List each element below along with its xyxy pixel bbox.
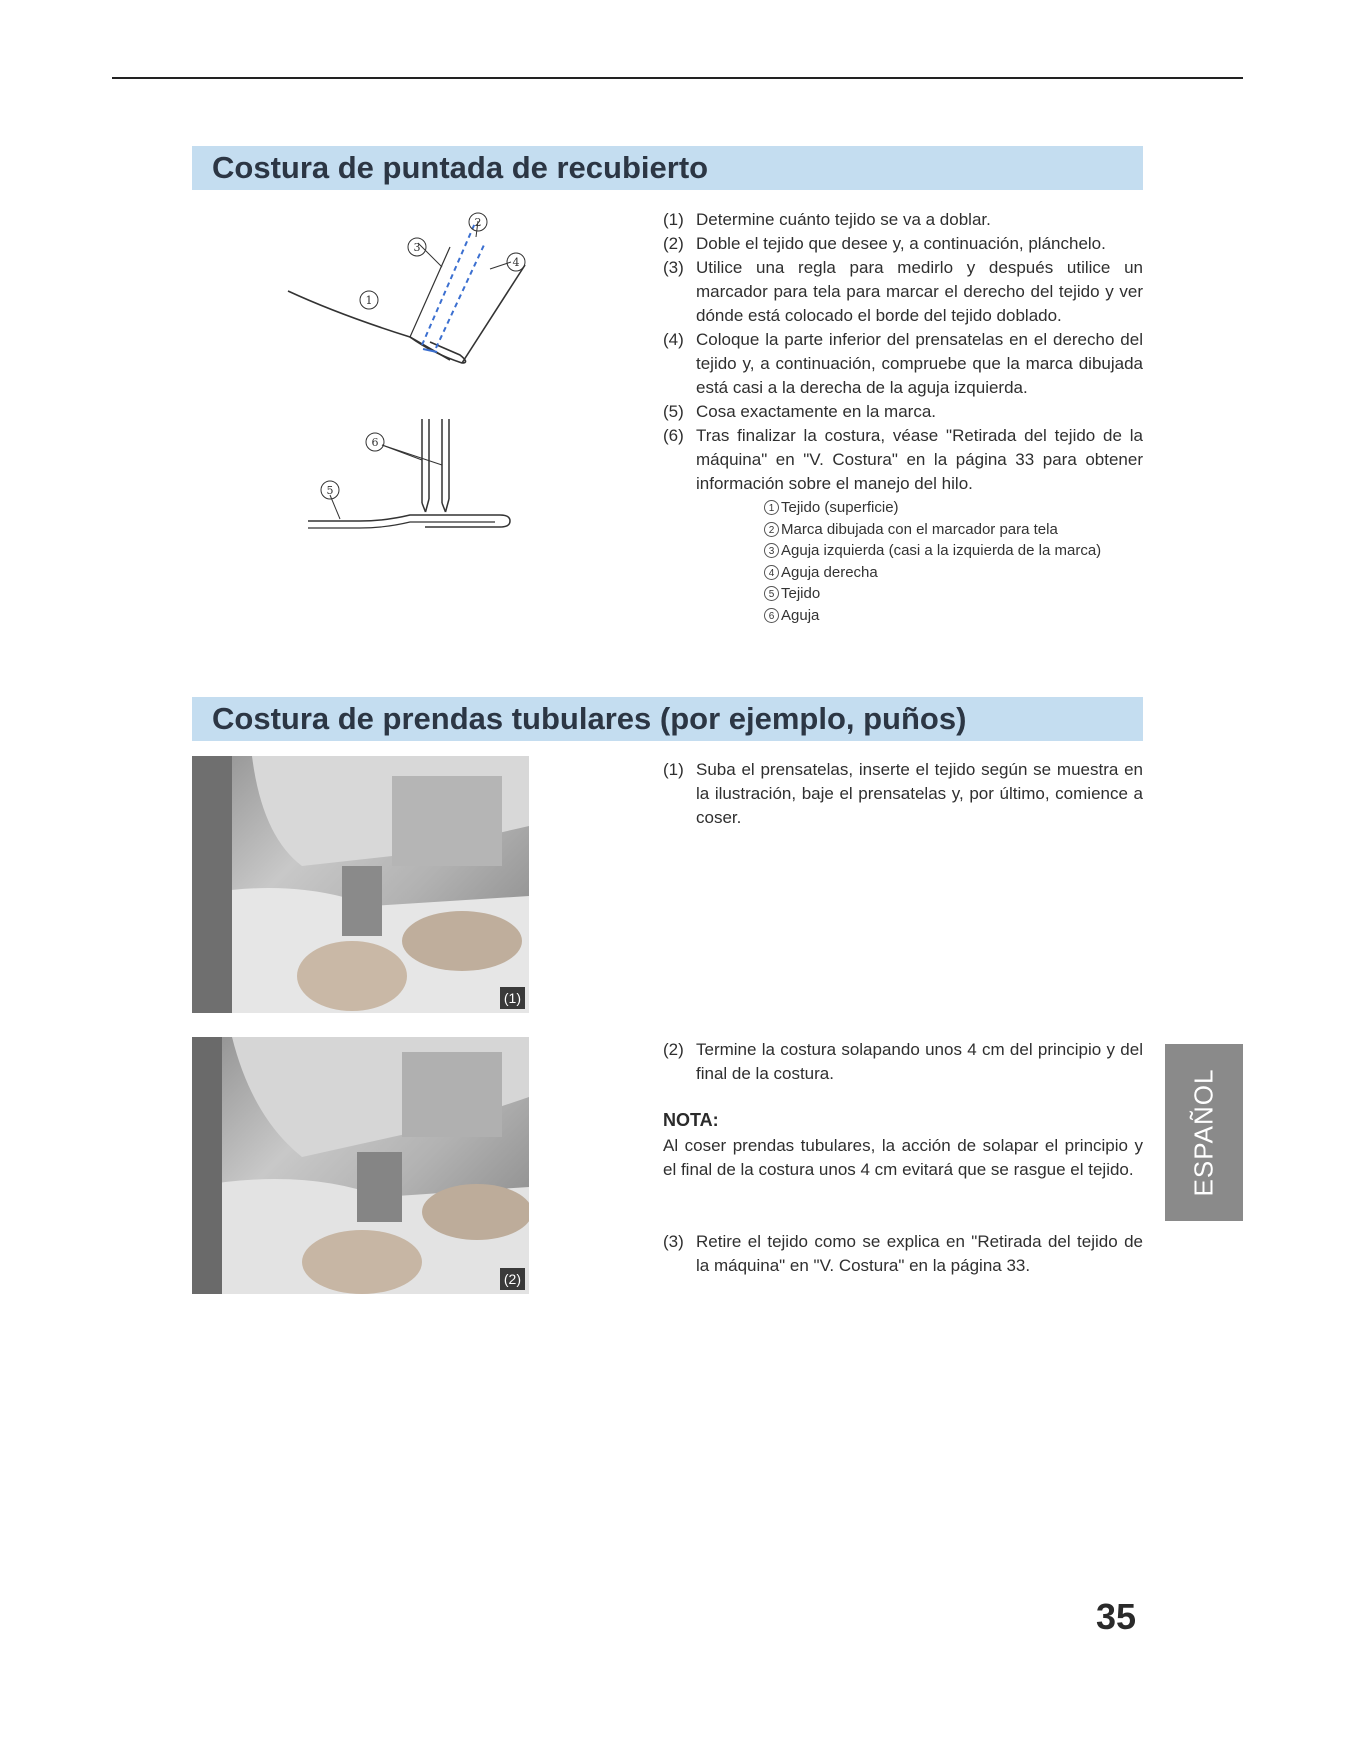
photo-label: (2) xyxy=(500,1268,525,1290)
step-item xyxy=(663,1230,1143,1278)
step-text: Utilice una regla para medirlo y después utilice un marcador para tela para marcar el derecho del tejido y ver dónde está colocado el borde del tejido doblado. xyxy=(696,258,1143,325)
legend-item xyxy=(764,519,1101,541)
diagram-label-4: 4 xyxy=(512,256,520,269)
step-item xyxy=(663,256,1143,328)
legend-text: Tejido xyxy=(781,585,821,602)
section2-step-3 xyxy=(663,1230,1143,1278)
legend-marker: 5 xyxy=(764,586,779,601)
step-item xyxy=(663,328,1143,400)
legend-marker: 2 xyxy=(764,522,779,537)
section-title-recubierto: Costura de puntada de recubierto xyxy=(192,146,1143,190)
step-number: (2) xyxy=(663,234,684,253)
section2-step-2 xyxy=(663,1038,1143,1086)
legend-marker: 1 xyxy=(764,500,779,515)
step-item xyxy=(663,400,1143,424)
step-number: (5) xyxy=(663,402,684,421)
legend-text: Marca dibujada con el marcador para tela xyxy=(781,520,1058,538)
language-tab-label: ESPAÑOL xyxy=(1188,1068,1219,1197)
step-number: (2) xyxy=(663,1040,684,1059)
needle-diagram xyxy=(300,415,520,545)
step-number: (6) xyxy=(663,426,684,445)
photo-step-1 xyxy=(192,756,529,1013)
step-text: Termine la costura solapando unos 4 cm del principio y del final de la costura. xyxy=(696,1040,1143,1083)
step-number: (3) xyxy=(663,258,684,277)
legend-marker: 6 xyxy=(764,608,779,623)
diagram-label-1: 1 xyxy=(365,294,373,307)
step-item xyxy=(663,1038,1143,1086)
step-item xyxy=(663,758,1143,830)
legend-item xyxy=(764,562,1101,584)
step-text: Suba el prensatelas, inserte el tejido según se muestra en la ilustración, baje el prensatelas y, por último, comience a coser. xyxy=(696,760,1143,827)
step-text: Determine cuánto tejido se va a doblar. xyxy=(696,210,991,229)
step-text: Doble el tejido que desee y, a continuación, plánchelo. xyxy=(696,234,1106,253)
note-text: Al coser prendas tubulares, la acción de solapar el principio y el final de la costura unos 4 cm evitará que se rasgue el tejido. xyxy=(663,1136,1143,1179)
legend-text: Aguja izquierda (casi a la izquierda de la marca) xyxy=(781,542,1102,559)
photo-step-2 xyxy=(192,1037,529,1294)
legend-text: Aguja xyxy=(781,606,820,624)
step-text: Cosa exactamente en la marca. xyxy=(696,402,937,421)
page-number: 35 xyxy=(1096,1596,1137,1637)
legend-item xyxy=(764,583,1101,605)
diagram-label-2: 2 xyxy=(474,216,482,229)
note-title: NOTA: xyxy=(663,1110,719,1130)
fold-diagram xyxy=(270,205,550,390)
photo-label: (1) xyxy=(500,987,525,1009)
section1-steps xyxy=(663,208,1143,496)
legend-item xyxy=(764,497,1101,519)
legend-marker: 3 xyxy=(764,543,779,558)
top-rule xyxy=(112,77,1243,79)
diagram-label-6: 6 xyxy=(371,436,379,449)
section-title-tubulares: Costura de prendas tubulares (por ejemplo, puños) xyxy=(192,697,1143,741)
step-item xyxy=(663,208,1143,232)
step-text: Retire el tejido como se explica en "Retirada del tejido de la máquina" en "V. Costura" en la página 33. xyxy=(696,1232,1143,1275)
step-number: (4) xyxy=(663,330,684,349)
language-tab xyxy=(1165,1044,1243,1221)
step-item xyxy=(663,232,1143,256)
legend-text: Tejido (superficie) xyxy=(781,499,899,516)
diagram-label-5: 5 xyxy=(326,484,334,497)
legend-text: Aguja derecha xyxy=(781,563,878,581)
step-number: (1) xyxy=(663,210,684,229)
section2-step-1 xyxy=(663,758,1143,830)
diagram-label-3: 3 xyxy=(413,241,421,254)
step-text: Tras finalizar la costura, véase "Retirada del tejido de la máquina" en "V. Costura" en la página 33 para obtener información sobre el manejo del hilo. xyxy=(696,426,1143,493)
legend-marker: 4 xyxy=(764,565,779,580)
step-number: (3) xyxy=(663,1232,684,1251)
step-text: Coloque la parte inferior del prensatelas en el derecho del tejido y, a continuación, compruebe que la marca dibujada está casi a la derecha de la aguja izquierda. xyxy=(696,330,1143,397)
legend-item xyxy=(764,540,1101,562)
step-item xyxy=(663,424,1143,496)
diagram-legend xyxy=(764,497,1101,626)
legend-item xyxy=(764,605,1101,627)
step-number: (1) xyxy=(663,760,684,779)
